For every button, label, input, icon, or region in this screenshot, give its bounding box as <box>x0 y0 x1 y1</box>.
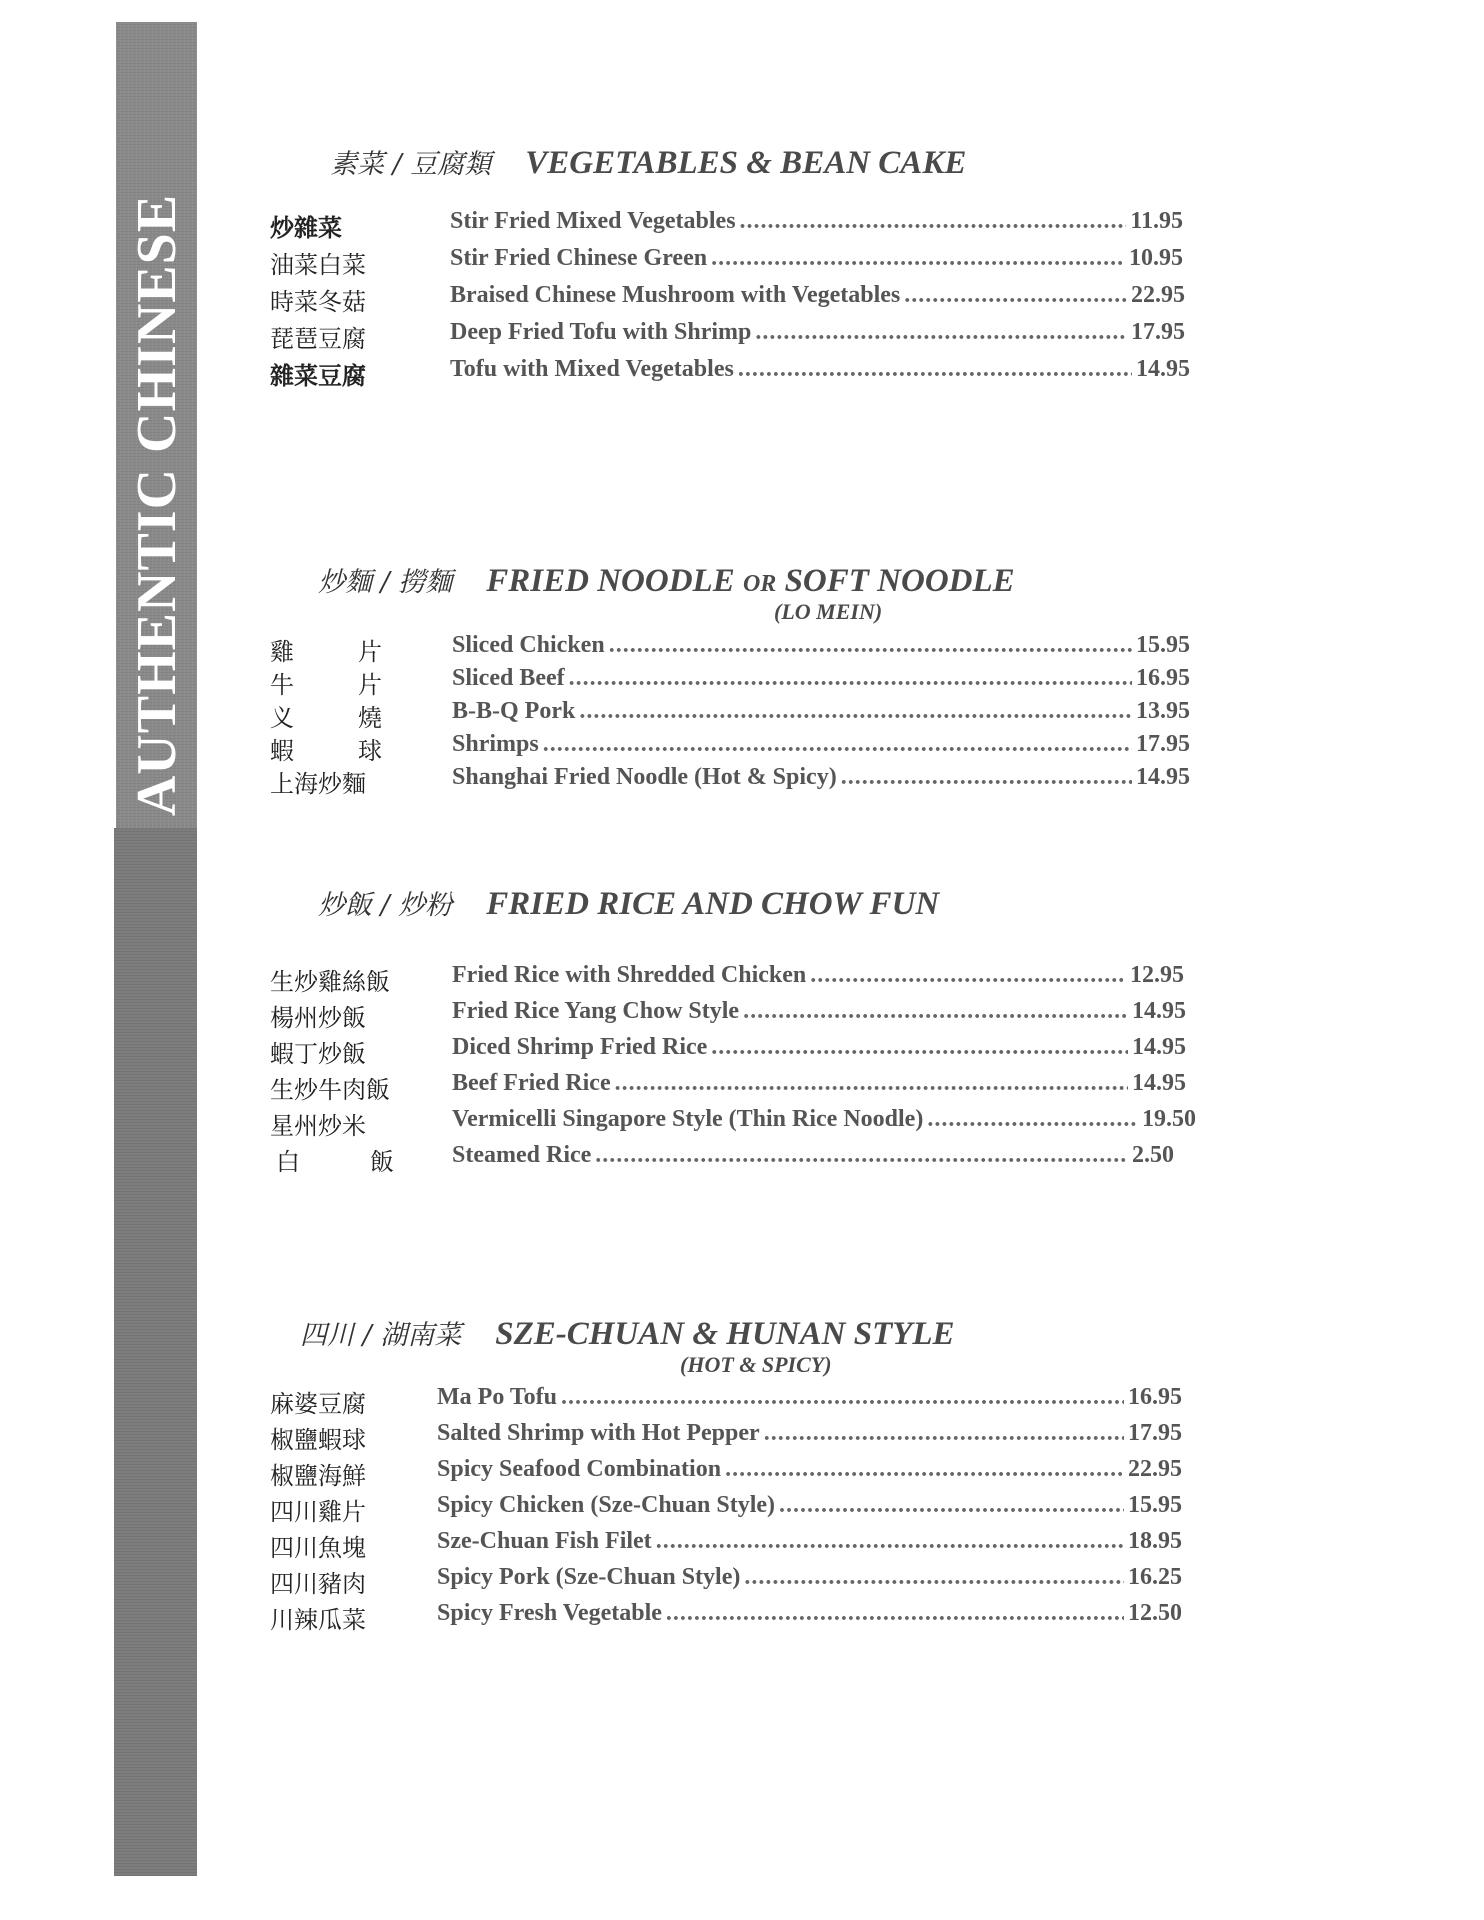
section-subtitle: (LO MEIN) <box>774 599 883 624</box>
item-price: 12.95 <box>1130 962 1184 988</box>
item-name: Shrimps <box>452 731 539 757</box>
section-title-zh: 四川 / 湖南菜 <box>300 1320 462 1351</box>
item-name: Spicy Chicken (Sze-Chuan Style) <box>437 1492 776 1518</box>
item-name: Steamed Rice <box>452 1142 592 1168</box>
item-line <box>437 1420 1182 1447</box>
item-line <box>437 1384 1182 1411</box>
item-line <box>452 665 1190 692</box>
side-title <box>116 185 197 825</box>
item-line <box>452 632 1190 659</box>
item-name: Deep Fried Tofu with Shrimp <box>450 319 752 345</box>
item-price: 2.50 <box>1132 1142 1174 1168</box>
item-price: 14.95 <box>1132 998 1186 1024</box>
section-title-en: FRIED RICE AND CHOW FUN <box>486 886 940 922</box>
item-price: 13.95 <box>1136 698 1190 724</box>
item-name: Sze-Chuan Fish Filet <box>437 1528 652 1554</box>
item-zh: 义 燒 <box>270 704 382 732</box>
section-title-zh: 炒麵 / 撈麵 <box>318 567 453 598</box>
item-name: Stir Fried Chinese Green <box>450 245 708 271</box>
item-price: 22.95 <box>1128 1456 1182 1482</box>
section-title-noodle <box>318 560 1015 600</box>
item-line <box>450 245 1183 272</box>
section-title-rice <box>318 883 939 923</box>
item-zh: 椒鹽海鮮 <box>270 1462 366 1490</box>
item-zh: 麻婆豆腐 <box>270 1390 366 1418</box>
menu-item <box>270 1142 1230 1176</box>
section-title-en: VEGETABLES & BEAN CAKE <box>525 145 967 181</box>
item-line <box>437 1564 1182 1591</box>
item-name: Salted Shrimp with Hot Pepper <box>437 1420 760 1446</box>
menu-item <box>270 764 1230 798</box>
item-price: 18.95 <box>1128 1528 1182 1554</box>
item-name: Fried Rice Yang Chow Style <box>452 998 740 1024</box>
item-name: Ma Po Tofu <box>437 1384 558 1410</box>
section-title-en-or: OR <box>742 571 777 597</box>
item-price: 14.95 <box>1136 764 1190 790</box>
menu-item <box>270 319 1230 353</box>
menu-item <box>270 1106 1230 1140</box>
side-band-lower <box>114 828 197 1876</box>
item-name: B-B-Q Pork <box>452 698 576 724</box>
item-line <box>452 962 1184 989</box>
item-zh: 雜菜豆腐 <box>270 362 366 390</box>
item-zh: 生炒牛肉飯 <box>270 1076 390 1104</box>
menu-item <box>270 1384 1230 1418</box>
item-name: Vermicelli Singapore Style (Thin Rice Noodle) <box>452 1106 924 1132</box>
item-line <box>452 1070 1186 1097</box>
menu-item <box>270 698 1230 732</box>
item-price: 15.95 <box>1128 1492 1182 1518</box>
item-price: 16.95 <box>1128 1384 1182 1410</box>
menu-item <box>270 1564 1230 1598</box>
section-title-en-a: FRIED NOODLE <box>486 563 743 599</box>
menu-item <box>270 282 1230 316</box>
item-line <box>437 1528 1182 1555</box>
item-price: 14.95 <box>1132 1070 1186 1096</box>
item-line <box>452 731 1190 758</box>
item-price: 22.95 <box>1131 282 1185 308</box>
item-zh: 生炒雞絲飯 <box>270 968 390 996</box>
item-zh: 川辣瓜菜 <box>270 1606 366 1634</box>
menu-item <box>270 1528 1230 1562</box>
item-zh: 四川豬肉 <box>270 1570 366 1598</box>
menu-item <box>270 245 1230 279</box>
section-title-szechuan <box>300 1313 955 1353</box>
menu-item <box>270 1600 1230 1634</box>
item-name: Beef Fried Rice <box>452 1070 611 1096</box>
item-zh: 油菜白菜 <box>270 251 366 279</box>
item-name: Shanghai Fried Noodle (Hot & Spicy) <box>452 764 837 790</box>
item-price: 17.95 <box>1128 1420 1182 1446</box>
item-name: Spicy Seafood Combination <box>437 1456 722 1482</box>
item-price: 16.95 <box>1136 665 1190 691</box>
item-line <box>452 998 1186 1025</box>
menu-item <box>270 665 1230 699</box>
menu-item <box>270 1070 1230 1104</box>
section-title-vegetables <box>330 142 966 182</box>
item-zh: 楊州炒飯 <box>270 1004 366 1032</box>
menu-item <box>270 998 1230 1032</box>
item-name: Tofu with Mixed Vegetables <box>450 356 734 382</box>
item-name: Sliced Chicken <box>452 632 605 658</box>
menu-item <box>270 1456 1230 1490</box>
item-price: 12.50 <box>1128 1600 1182 1626</box>
item-zh: 椒鹽蝦球 <box>270 1426 366 1454</box>
item-price: 16.25 <box>1128 1564 1182 1590</box>
item-price: 15.95 <box>1136 632 1190 658</box>
menu-item <box>270 208 1230 242</box>
section-title-zh: 炒飯 / 炒粉 <box>318 890 453 921</box>
item-zh: 星州炒米 <box>270 1112 366 1140</box>
item-name: Sliced Beef <box>452 665 565 691</box>
item-line <box>452 1034 1186 1061</box>
item-zh: 炒雜菜 <box>270 214 342 242</box>
menu-item <box>270 1420 1230 1454</box>
section-subtitle: (HOT & SPICY) <box>680 1352 832 1377</box>
item-price: 14.95 <box>1132 1034 1186 1060</box>
item-price: 11.95 <box>1130 208 1183 234</box>
item-price: 17.95 <box>1136 731 1190 757</box>
item-zh: 牛 片 <box>270 671 382 699</box>
item-line <box>437 1600 1182 1627</box>
menu-item <box>270 632 1230 666</box>
section-title-en-b: SOFT NOODLE <box>776 563 1015 599</box>
item-line <box>450 282 1185 309</box>
item-name: Fried Rice with Shredded Chicken <box>452 962 807 988</box>
item-zh: 白 飯 <box>276 1148 394 1176</box>
menu-item <box>270 962 1230 996</box>
item-name: Diced Shrimp Fried Rice <box>452 1034 708 1060</box>
item-price: 19.50 <box>1142 1106 1196 1132</box>
item-line <box>450 356 1190 383</box>
item-line <box>452 698 1190 725</box>
item-zh: 蝦 球 <box>270 737 382 765</box>
section-title-zh: 素菜 / 豆腐類 <box>330 149 492 180</box>
item-price: 17.95 <box>1131 319 1185 345</box>
menu-item <box>270 356 1230 390</box>
item-zh: 四川雞片 <box>270 1498 366 1526</box>
item-price: 10.95 <box>1129 245 1183 271</box>
side-title-text: AUTHENTIC CHINESE <box>125 193 188 817</box>
item-zh: 琵琶豆腐 <box>270 325 366 353</box>
item-name: Stir Fried Mixed Vegetables <box>450 208 736 234</box>
item-line <box>452 764 1190 791</box>
item-line <box>437 1456 1182 1483</box>
item-zh: 蝦丁炒飯 <box>270 1040 366 1068</box>
item-price: 14.95 <box>1136 356 1190 382</box>
item-zh: 四川魚塊 <box>270 1534 366 1562</box>
item-line <box>450 208 1183 235</box>
item-name: Spicy Fresh Vegetable <box>437 1600 662 1626</box>
menu-item <box>270 731 1230 765</box>
item-name: Spicy Pork (Sze-Chuan Style) <box>437 1564 741 1590</box>
menu-item <box>270 1034 1230 1068</box>
item-zh: 時菜冬菇 <box>270 288 366 316</box>
item-line <box>452 1142 1174 1169</box>
item-line <box>450 319 1185 346</box>
menu-item <box>270 1492 1230 1526</box>
item-name: Braised Chinese Mushroom with Vegetables <box>450 282 901 308</box>
item-zh: 上海炒麵 <box>270 770 366 798</box>
item-zh: 雞 片 <box>270 638 382 666</box>
item-line <box>437 1492 1182 1519</box>
section-title-en: SZE-CHUAN & HUNAN STYLE <box>495 1316 955 1352</box>
item-line <box>452 1106 1196 1133</box>
